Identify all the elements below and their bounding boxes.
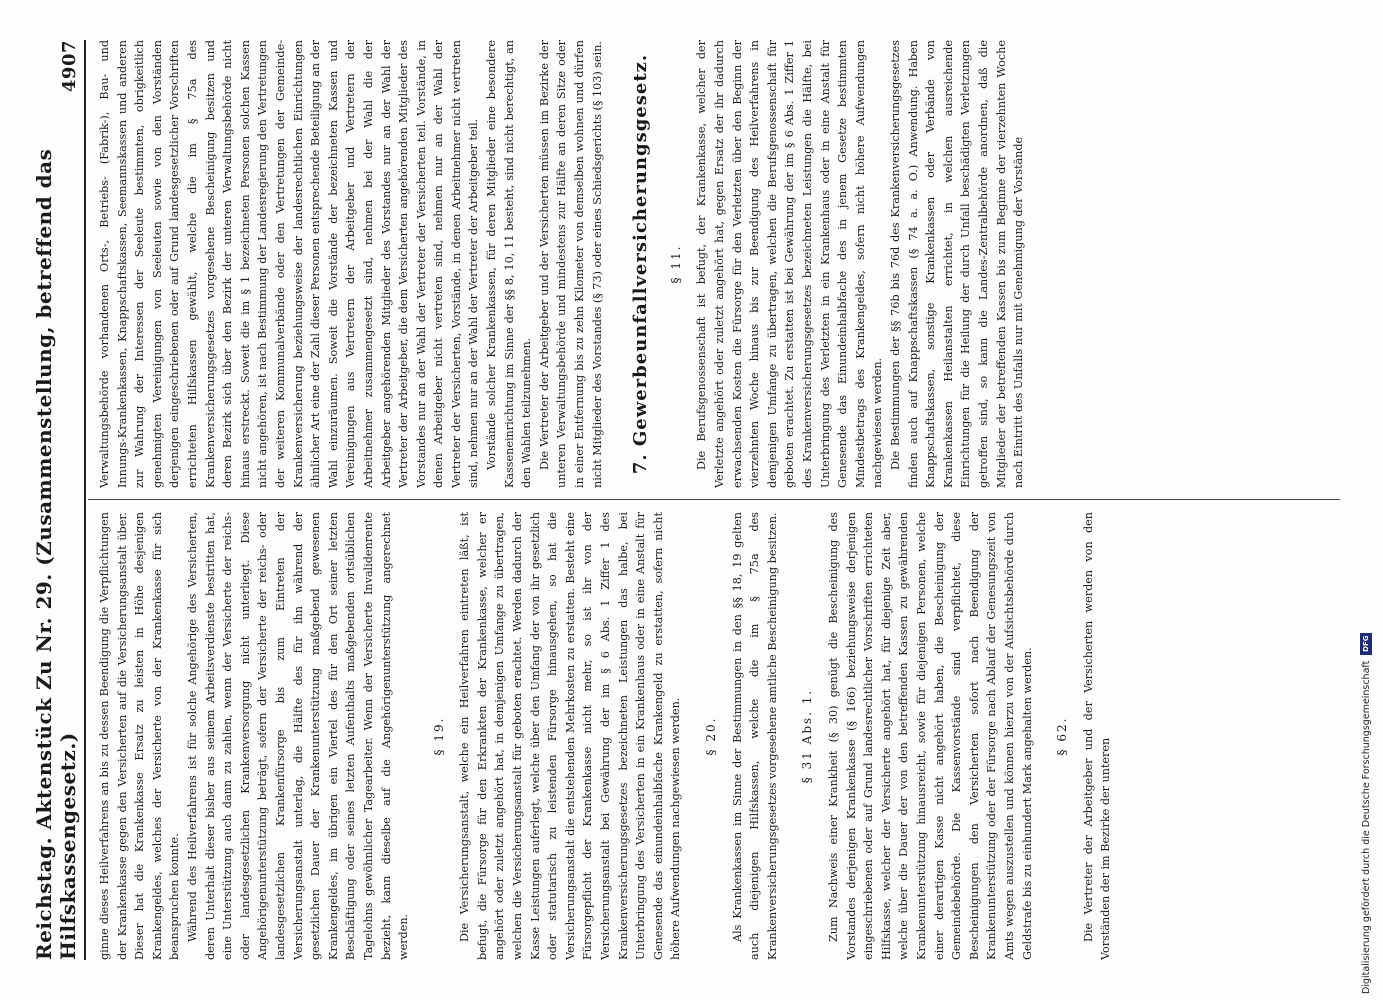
paragraph: Die Berufsgenossenschaft ist befugt, der Krankenkasse, welcher der Verletzte angehört oder zuletzt angehört hat, gegen Ersatz der ihr dadurch erwachsenden Kosten die Fürsorge für den Verletzten über den Beginn der vierzehnten Woche hinaus bis zur Beendigung des Heilverfahrens in demjenigen Umfange zu übertragen, welchen die Berufsgenossenschaft für geboten erachtet. Zu erstatten ist bei Gewährung der im § 6 Abs. 1 Ziffer 1 des Krankenversicherungsgesetzes bezeichneten Leistungen die Hälfte, bei Unterbringung des Verletzten in ein Krankenhaus oder in eine Anstalt für Genesende das Einundeinhalbfache des in jenem Gesetze bestimmten Mindestbetrags des Krankengeldes, sofern nicht höhere Aufwendungen nachgewiesen werden.	[695, 40, 885, 488]
left-column	[96, 512, 1336, 960]
footer-text: Digitalisierung gefördert durch die Deutsche Forschungsgemeinschaft	[1360, 660, 1372, 994]
section-heading: § 11.	[668, 244, 683, 284]
paragraph: Vorstände solcher Krankenkassen, für deren Mitglieder eine besondere Kasseneinrichtung im Sinne der §§ 8, 10, 11 besteht, sind nicht berechtigt, an den Wahlen teilzunehmen.	[485, 40, 534, 488]
page-header	[32, 40, 86, 960]
paragraph: Die Bestimmungen der §§ 76b bis 76d des Krankenversicherungsgesetzes finden auch auf Knappschaftskassen (§ 74 a. a. O.) Anwendung. Haben Knappschaftskassen, sonstige Krankenkassen oder Verbände von Krankenkassen Heilanstalten errichtet, in welchen ausreichende Einrichtungen für die Heilung der durch Unfall beschädigten Verletzungen getroffen sind, so kann die Landes-Zentralbehörde anordnen, daß die Mitglieder der betreffenden Kassen bis zum Beginne der vierzehnten Woche nach Eintritt des Unfalls nur mit Genehmigung der Vorstände	[888, 40, 1026, 488]
section-heading: § 19.	[431, 716, 446, 756]
paragraph: Während des Heilverfahrens ist für solche Angehörige des Versicherten, deren Unterhalt dieser bisher aus seinem Arbeitsverdienste bestritten hat, eine Unterstützung auch dann zu zahlen, wenn der Versicherte der reichs- oder landesgesetzlichen Krankenversorgung nicht unterliegt. Diese Angehörigenunterstützung beträgt, sofern der Versicherte der reichs- oder landesgesetzlichen Krankenfürsorge bis zum Eintreten der Versicherungsanstalt unterlag, die Hälfte des für ihn während der gesetzlichen Dauer der Krankenunterstützung maßgebend gewesenen Krankengeldes, im übrigen ein Viertel des für den Ort seiner letzten Beschäftigung oder seines letzten Aufenthalts maßgebenden ortsüblichen Tagelohns gewöhnlicher Tagearbeiter. Wenn der Versicherte Invalidenrente bezieht, kann dieselbe auf die Angehörigenunterstützung angerechnet werden.	[185, 512, 411, 960]
digitization-footer	[1355, 0, 1377, 1000]
column-divider	[88, 499, 1340, 500]
paragraph: Als Krankenkassen im Sinne der Bestimmungen in den §§ 18, 19 gelten auch diejenigen Hilfskassen, welche die im § 75a des Krankenversicherungsgesetzes vorgesehene amtliche Bescheinigung besitzen.	[730, 512, 779, 960]
paragraph: Zum Nachweis einer Krankheit (§ 30) genügt die Bescheinigung des Vorstandes derjenigen Krankenkasse (§ 166) beziehungsweise derjenigen eingeschriebenen oder auf Grund landesrechtlicher Vorschriften errichteten Hilfskasse, welcher der Versicherte angehört hat, für diejenige Zeit aber, welche über die Dauer der von den betreffenden Kassen zu gewährenden Krankenunterstützung hinausreicht, sowie für diejenigen Personen, welche einer derartigen Kasse nicht angehört haben, die Bescheinigung der Gemeindebehörde. Die Kassenvorstände sind verpflichtet, diese Bescheinigungen den Versicherten sofort nach Beendigung der Krankenunterstützung oder der Fürsorge nach Ablauf der Genesungszeit von Amts wegen auszustellen und können hierzu von der Aufsichtsbehörde durch Geldstrafe bis zu einhundert Mark angehalten werden.	[826, 512, 1034, 960]
paragraph: ginne dieses Heilverfahrens an bis zu dessen Beendigung die Verpflichtungen der Krankenkasse gegen den Versicherten auf die Versicherungsanstalt über. Dieser hat die Krankenkasse Ersatz zu leisten in Höhe desjenigen Krankengeldes, welches der Versicherte von der Krankenkasse für sich beanspruchen konnte.	[98, 512, 182, 960]
paragraph: Die Versicherungsanstalt, welche ein Heilverfahren eintreten läßt, ist befugt, die Fürsorge für den Erkrankten der Krankenkasse, welcher er angehört oder zuletzt angehört hat, in demjenigen Umfange zu übertragen, welchen die Versicherungsanstalt für geboten erachtet. Werden dadurch der Kasse Leistungen auferlegt, welche über den Umfang der von ihr gesetzlich oder statutarisch zu leistenden Fürsorge hinausgehen, so hat die Versicherungsanstalt die entstehenden Mehrkosten zu erstatten. Besteht eine Fürsorgepflicht der Krankenkasse nicht mehr, so ist ihr von der Versicherungsanstalt bei Gewährung der im § 6 Abs. 1 Ziffer 1 des Krankenversicherungsgesetzes bezeichneten Leistungen das halbe, bei Unterbringung des Versicherten in ein Krankenhaus oder in eine Anstalt für Genesende das einundeinhalbfache Krankengeld zu erstatten, sofern nicht höhere Aufwendungen nachgewiesen werden.	[458, 512, 683, 960]
paragraph: Die Vertreter der Arbeitgeber und der Versicherten werden von den Vorständen der im Bezirke der unteren	[1081, 512, 1113, 960]
paragraph: Verwaltungsbehörde vorhandenen Orts-, Betriebs- (Fabrik-), Bau- und Innungs-Krankenkassen, Knappschaftskassen, Seemannskassen und anderen zur Wahrung der Interessen der Seeleute bestimmten, obrigkeitlich genehmigten Vereinigungen von Seeleuten sowie von den Vorständen derjenigen eingeschriebenen oder auf Grund landesgesetzlicher Vorschriften errichteten Hilfskassen gewählt, welche die im § 75a des Krankenversicherungsgesetzes vorgesehene Bescheinigung besitzen und deren Bezirk sich über den Bezirk der unteren Verwaltungsbehörde nicht hinaus erstreckt. Soweit die im § 1 bezeichneten Personen solchen Kassen nicht angehören, ist nach Bestimmung der Landesregierung den Vertretungen der weiteren Kommunalverbände oder den Vertretungen der Gemeinde-Krankenversicherung beziehungsweise der landesrechtlichen Einrichtungen ähnlicher Art eine der Zahl dieser Personen entsprechende Beteiligung an der Wahl einzuräumen. Soweit die Vorstände der bezeichneten Kassen und Vereinigungen aus Vertretern der Arbeitgeber und Vertretern der Arbeitnehmer zusammengesetzt sind, nehmen bei der Wahl die der Arbeitgeber angehörenden Mitglieder des Vorstandes nur an der Wahl der Vertreter der Arbeitgeber, die dem Versicherten angehörenden Mitglieder des Vorstandes nur an der Wahl der Vertreter der Versicherten teil. Vorstände, in denen Arbeitgeber nicht vertreten sind, nehmen nur an der Wahl der Vertreter der Versicherten, Vorstände, in denen Arbeitnehmer nicht vertreten sind, nehmen nur an der Wahl der Vertreter der Arbeitgeber teil.	[98, 40, 481, 488]
section-heading: § 31 Abs. 1.	[800, 688, 815, 784]
paragraph: Die Vertreter der Arbeitgeber und der Versicherten müssen im Bezirke der unteren Verwaltungsbehörde und mindestens zur Hälfte an deren Sitze oder in einer Entfernung bis zu zehn Kilometer von demselben wohnen und dürfen nicht Mitglieder des Vorstandes (§ 73) oder eines Schiedsgerichts (§ 103) sein.	[537, 40, 604, 488]
right-column	[96, 40, 1336, 488]
header-title: Reichstag. Aktenstück Zu Nr. 29. (Zusammenstellung, betreffend das Hilfskassengesetz.)	[32, 148, 80, 960]
section-heading: § 62.	[1055, 716, 1070, 756]
dfg-logo-icon: DFG	[1360, 633, 1372, 655]
page-number: 4907	[59, 40, 80, 93]
section-heading: § 20.	[704, 716, 718, 756]
chapter-heading: 7. Gewerbeunfallversicherungsgesetz.	[630, 53, 652, 475]
